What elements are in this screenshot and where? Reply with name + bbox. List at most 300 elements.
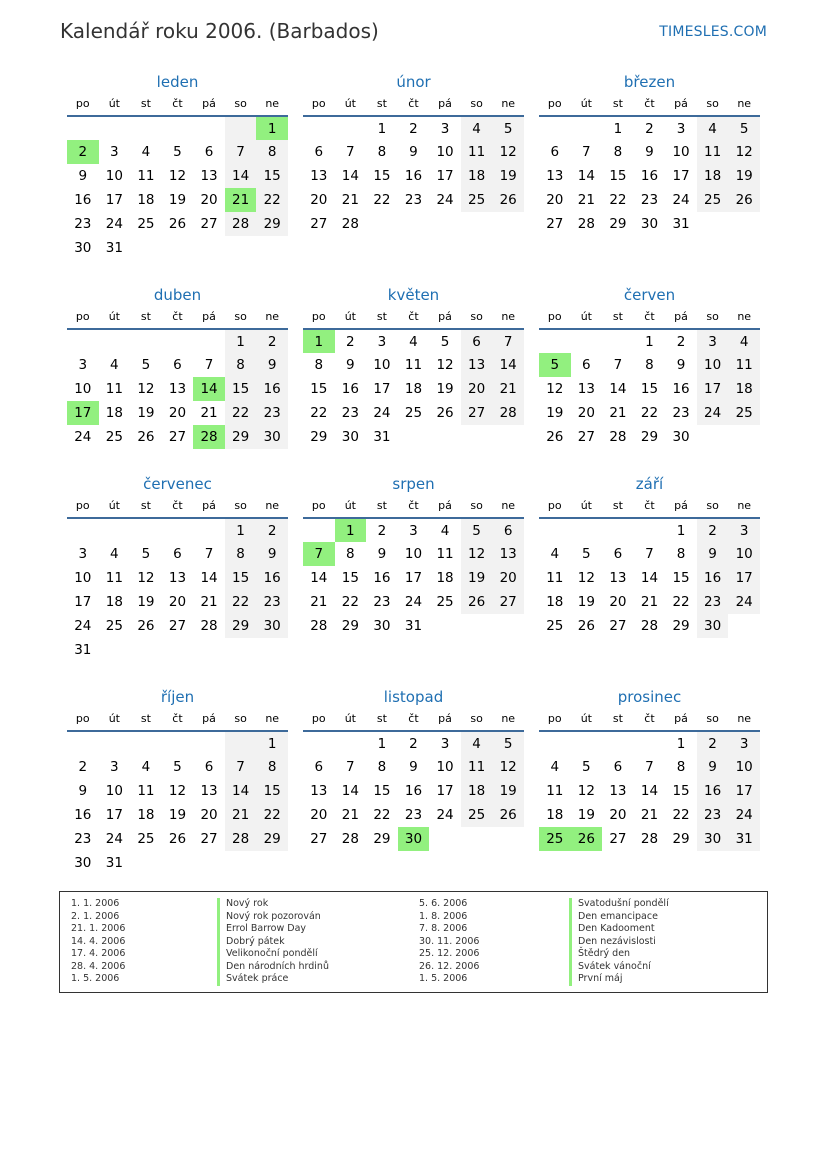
day-cell: 15 bbox=[225, 377, 257, 401]
day-cell: 7 bbox=[346, 144, 355, 160]
empty-cell bbox=[256, 236, 288, 260]
day-cell: 23 bbox=[74, 216, 92, 232]
day-cell: 17 bbox=[728, 566, 760, 590]
day-cell: 4 bbox=[550, 546, 560, 562]
empty-cell bbox=[193, 518, 225, 542]
day-cell: 22 bbox=[256, 188, 288, 212]
weekday-header: čt bbox=[634, 496, 666, 518]
day-cell: 30 bbox=[672, 429, 690, 445]
day-cell: 24 bbox=[74, 618, 92, 634]
weekday-header: po bbox=[303, 709, 335, 731]
month-8 bbox=[303, 472, 524, 638]
day-cell: 11 bbox=[546, 570, 564, 586]
day-cell: 12 bbox=[492, 755, 524, 779]
day-cell: 16 bbox=[404, 168, 423, 184]
day-cell: 15 bbox=[256, 164, 288, 188]
legend-date: 26. 12. 2006 bbox=[419, 960, 480, 972]
day-cell: 9 bbox=[697, 755, 729, 779]
day-cell: 5 bbox=[173, 759, 182, 775]
day-cell: 25 bbox=[728, 401, 760, 425]
day-cell: 31 bbox=[672, 216, 690, 232]
empty-cell bbox=[398, 212, 430, 236]
day-cell: 5 bbox=[141, 546, 151, 562]
day-cell: 2 bbox=[409, 120, 418, 137]
day-cell: 20 bbox=[168, 405, 187, 421]
day-cell: 15 bbox=[672, 783, 690, 799]
day-cell: 3 bbox=[728, 731, 760, 755]
day-cell: 1 bbox=[225, 329, 257, 353]
month-table bbox=[303, 496, 524, 638]
empty-cell bbox=[162, 731, 194, 755]
empty-cell bbox=[398, 425, 430, 449]
legend-date: 17. 4. 2006 bbox=[71, 948, 126, 959]
day-cell: 22 bbox=[341, 594, 359, 610]
day-cell: 15 bbox=[609, 168, 627, 184]
day-cell: 4 bbox=[440, 522, 450, 539]
weekday-header: pá bbox=[665, 307, 697, 329]
legend-date: 2. 1. 2006 bbox=[71, 910, 120, 922]
day-cell: 18 bbox=[728, 377, 760, 401]
empty-cell bbox=[193, 329, 225, 353]
day-cell: 29 bbox=[672, 831, 690, 847]
day-cell: 21 bbox=[640, 807, 659, 823]
empty-cell bbox=[492, 425, 524, 449]
month-name: leden bbox=[156, 73, 199, 91]
weekday-header: st bbox=[602, 307, 634, 329]
day-cell: 23 bbox=[74, 831, 92, 847]
day-cell: 26 bbox=[492, 188, 524, 212]
day-cell: 1 bbox=[377, 735, 387, 752]
month-name: červenec bbox=[143, 475, 212, 493]
day-cell: 19 bbox=[492, 779, 524, 803]
day-cell: 4 bbox=[697, 116, 729, 140]
day-cell: 6 bbox=[204, 759, 214, 775]
day-cell: 16 bbox=[256, 566, 288, 590]
day-cell: 25 bbox=[436, 594, 454, 610]
day-cell: 11 bbox=[137, 783, 155, 799]
weekday-header: po bbox=[67, 709, 99, 731]
empty-cell bbox=[130, 329, 162, 353]
weekday-header: čt bbox=[634, 709, 666, 731]
day-cell: 13 bbox=[461, 353, 493, 377]
day-cell: 9 bbox=[409, 144, 418, 160]
day-cell: 29 bbox=[256, 212, 288, 236]
legend-name: Den národních hrdinů bbox=[226, 960, 329, 972]
legend-name: Svátek vánoční bbox=[578, 960, 651, 972]
day-cell: 13 bbox=[609, 570, 627, 586]
day-cell: 3 bbox=[409, 522, 418, 539]
empty-cell bbox=[602, 329, 634, 353]
empty-cell bbox=[303, 116, 335, 140]
day-cell: 6 bbox=[613, 759, 623, 775]
weekday-header: so bbox=[225, 709, 257, 731]
weekday-header: ne bbox=[256, 496, 288, 518]
day-cell: 20 bbox=[609, 594, 627, 610]
empty-cell bbox=[303, 518, 335, 542]
weekday-header: ne bbox=[728, 496, 760, 518]
month-12 bbox=[539, 685, 760, 851]
day-cell: 18 bbox=[546, 807, 564, 823]
month-table bbox=[67, 307, 288, 449]
empty-cell bbox=[162, 329, 194, 353]
day-cell: 16 bbox=[404, 783, 423, 799]
day-cell: 30 bbox=[341, 429, 359, 445]
day-cell: 16 bbox=[640, 168, 659, 184]
legend-date: 5. 6. 2006 bbox=[419, 898, 468, 909]
day-cell: 24 bbox=[436, 807, 454, 823]
empty-cell bbox=[634, 731, 666, 755]
legend-name: První máj bbox=[578, 973, 623, 984]
legend-name: Velikonoční pondělí bbox=[226, 948, 318, 959]
weekday-header: út bbox=[335, 307, 367, 329]
day-cell: 30 bbox=[373, 618, 391, 634]
day-cell: 28 bbox=[200, 618, 218, 634]
weekday-header: po bbox=[67, 307, 99, 329]
day-cell: 24 bbox=[105, 216, 123, 232]
empty-cell bbox=[67, 731, 99, 755]
legend-date: 7. 8. 2006 bbox=[419, 923, 468, 934]
empty-cell bbox=[256, 638, 288, 662]
month-table bbox=[539, 307, 760, 449]
day-cell: 10 bbox=[105, 168, 123, 184]
day-cell: 8 bbox=[314, 357, 324, 373]
empty-cell bbox=[99, 731, 131, 755]
day-cell: 11 bbox=[546, 783, 564, 799]
day-cell: 1 bbox=[613, 120, 623, 137]
month-4 bbox=[67, 283, 288, 449]
day-cell: 10 bbox=[74, 381, 92, 397]
weekday-header: pá bbox=[665, 496, 697, 518]
day-cell: 28 bbox=[640, 618, 659, 634]
empty-cell bbox=[539, 731, 571, 755]
empty-cell bbox=[492, 614, 524, 638]
empty-cell bbox=[539, 518, 571, 542]
weekday-header: pá bbox=[193, 496, 225, 518]
day-cell: 11 bbox=[404, 357, 423, 373]
holiday-legend bbox=[59, 891, 768, 993]
weekday-header: st bbox=[602, 496, 634, 518]
day-cell: 5 bbox=[141, 357, 151, 373]
day-cell: 26 bbox=[436, 405, 454, 421]
weekday-header: po bbox=[539, 709, 571, 731]
day-cell: 20 bbox=[168, 594, 187, 610]
empty-cell bbox=[162, 851, 194, 875]
day-cell: 14 bbox=[225, 164, 257, 188]
empty-cell bbox=[335, 116, 367, 140]
day-cell: 19 bbox=[546, 405, 564, 421]
day-cell: 30 bbox=[640, 216, 659, 232]
day-cell: 18 bbox=[546, 594, 564, 610]
month-name: březen bbox=[623, 73, 676, 91]
empty-cell bbox=[461, 827, 493, 851]
day-cell: 24 bbox=[404, 594, 423, 610]
day-cell: 7 bbox=[582, 144, 591, 160]
day-cell: 6 bbox=[550, 144, 560, 160]
empty-cell bbox=[225, 851, 257, 875]
day-cell: 25 bbox=[404, 405, 423, 421]
day-cell: 25 bbox=[546, 618, 564, 634]
weekday-header: pá bbox=[665, 94, 697, 116]
day-cell: 9 bbox=[377, 546, 387, 562]
day-cell: 28 bbox=[225, 212, 257, 236]
day-cell: 4 bbox=[461, 731, 493, 755]
weekday-header: so bbox=[461, 94, 493, 116]
month-table bbox=[67, 709, 288, 875]
weekday-header: út bbox=[335, 94, 367, 116]
day-cell: 5 bbox=[173, 144, 182, 160]
day-cell: 21 bbox=[577, 192, 595, 208]
day-cell: 31 bbox=[404, 618, 423, 634]
day-cell: 5 bbox=[461, 518, 493, 542]
day-cell: 7 bbox=[204, 546, 214, 562]
day-cell: 5 bbox=[728, 116, 760, 140]
day-cell: 23 bbox=[256, 590, 288, 614]
weekday-header: po bbox=[303, 496, 335, 518]
day-cell: 13 bbox=[492, 542, 524, 566]
day-cell: 1 bbox=[335, 518, 367, 542]
day-cell: 1 bbox=[225, 518, 257, 542]
month-1 bbox=[67, 70, 288, 260]
weekday-header: po bbox=[539, 307, 571, 329]
day-cell: 2 bbox=[256, 329, 288, 353]
day-cell: 31 bbox=[105, 855, 123, 871]
weekday-header: so bbox=[225, 307, 257, 329]
day-cell: 3 bbox=[676, 120, 686, 137]
day-cell: 28 bbox=[577, 216, 595, 232]
day-cell: 16 bbox=[74, 807, 92, 823]
day-cell: 22 bbox=[310, 405, 328, 421]
weekday-header: út bbox=[99, 496, 131, 518]
day-cell: 9 bbox=[78, 168, 88, 184]
weekday-header: so bbox=[461, 496, 493, 518]
day-cell: 6 bbox=[314, 144, 324, 160]
empty-cell bbox=[366, 212, 398, 236]
day-cell: 23 bbox=[256, 401, 288, 425]
weekday-header: pá bbox=[193, 709, 225, 731]
month-name: květen bbox=[387, 286, 440, 304]
day-cell: 15 bbox=[341, 570, 359, 586]
day-cell: 11 bbox=[697, 140, 729, 164]
day-cell: 13 bbox=[577, 381, 595, 397]
day-cell: 24 bbox=[728, 803, 760, 827]
month-name: listopad bbox=[383, 688, 444, 706]
month-name: červen bbox=[623, 286, 676, 304]
empty-cell bbox=[225, 236, 257, 260]
day-cell: 4 bbox=[550, 759, 560, 775]
weekday-header: út bbox=[335, 496, 367, 518]
day-cell: 28 bbox=[640, 831, 659, 847]
day-cell: 18 bbox=[404, 381, 423, 397]
day-cell: 7 bbox=[303, 542, 335, 566]
weekday-header: ne bbox=[728, 709, 760, 731]
weekday-header: út bbox=[571, 94, 603, 116]
day-cell: 11 bbox=[461, 755, 493, 779]
site-link[interactable]: TIMESLES.COM bbox=[659, 24, 767, 40]
day-cell: 7 bbox=[613, 357, 623, 373]
legend-name: Errol Barrow Day bbox=[226, 923, 307, 934]
day-cell: 13 bbox=[546, 168, 564, 184]
day-cell: 3 bbox=[697, 329, 729, 353]
day-cell: 29 bbox=[225, 614, 257, 638]
day-cell: 5 bbox=[539, 353, 571, 377]
weekday-header: so bbox=[461, 307, 493, 329]
day-cell: 17 bbox=[436, 168, 454, 184]
day-cell: 7 bbox=[225, 140, 257, 164]
legend-name: Štědrý den bbox=[578, 948, 631, 959]
day-cell: 27 bbox=[168, 618, 187, 634]
month-table bbox=[539, 94, 760, 236]
day-cell: 22 bbox=[373, 192, 391, 208]
weekday-header: st bbox=[366, 94, 398, 116]
day-cell: 19 bbox=[168, 807, 187, 823]
weekday-header: út bbox=[99, 94, 131, 116]
day-cell: 3 bbox=[78, 357, 88, 373]
day-cell: 23 bbox=[697, 590, 729, 614]
day-cell: 27 bbox=[310, 216, 328, 232]
day-cell: 8 bbox=[377, 144, 387, 160]
day-cell: 24 bbox=[74, 429, 92, 445]
legend-name: Svatodušní pondělí bbox=[578, 898, 669, 909]
empty-cell bbox=[99, 638, 131, 662]
empty-cell bbox=[193, 851, 225, 875]
day-cell: 17 bbox=[697, 377, 729, 401]
weekday-header: po bbox=[67, 496, 99, 518]
day-cell: 28 bbox=[310, 618, 328, 634]
day-cell: 9 bbox=[256, 542, 288, 566]
empty-cell bbox=[99, 116, 131, 140]
day-cell: 19 bbox=[168, 192, 187, 208]
day-cell: 23 bbox=[697, 803, 729, 827]
empty-cell bbox=[429, 425, 461, 449]
day-cell: 30 bbox=[256, 425, 288, 449]
day-cell: 22 bbox=[373, 807, 391, 823]
day-cell: 12 bbox=[168, 168, 187, 184]
day-cell: 12 bbox=[728, 140, 760, 164]
weekday-header: so bbox=[697, 496, 729, 518]
day-cell: 11 bbox=[105, 570, 123, 586]
day-cell: 16 bbox=[697, 779, 729, 803]
day-cell: 5 bbox=[440, 333, 450, 350]
legend-name: Nový rok bbox=[226, 898, 269, 909]
day-cell: 29 bbox=[341, 618, 359, 634]
day-cell: 2 bbox=[645, 120, 654, 137]
empty-cell bbox=[67, 518, 99, 542]
legend-dates-left bbox=[71, 898, 125, 986]
day-cell: 26 bbox=[492, 803, 524, 827]
weekday-header: pá bbox=[665, 709, 697, 731]
day-cell: 5 bbox=[582, 759, 591, 775]
day-cell: 17 bbox=[105, 192, 123, 208]
day-cell: 28 bbox=[341, 216, 359, 232]
day-cell: 4 bbox=[728, 329, 760, 353]
day-cell: 18 bbox=[105, 405, 123, 421]
legend-date: 30. 11. 2006 bbox=[419, 935, 480, 947]
day-cell: 24 bbox=[728, 590, 760, 614]
empty-cell bbox=[303, 731, 335, 755]
day-cell: 18 bbox=[697, 164, 729, 188]
day-cell: 17 bbox=[404, 570, 423, 586]
day-cell: 15 bbox=[640, 381, 659, 397]
day-cell: 21 bbox=[341, 807, 359, 823]
day-cell: 4 bbox=[409, 333, 418, 350]
day-cell: 7 bbox=[225, 755, 257, 779]
day-cell: 30 bbox=[256, 614, 288, 638]
legend-names-left bbox=[217, 898, 329, 986]
day-cell: 30 bbox=[697, 827, 729, 851]
weekday-header: ne bbox=[492, 709, 524, 731]
day-cell: 19 bbox=[577, 807, 595, 823]
empty-cell bbox=[193, 236, 225, 260]
empty-cell bbox=[429, 614, 461, 638]
day-cell: 11 bbox=[137, 168, 155, 184]
day-cell: 3 bbox=[110, 759, 119, 775]
weekday-header: pá bbox=[429, 496, 461, 518]
day-cell: 16 bbox=[256, 377, 288, 401]
day-cell: 22 bbox=[640, 405, 659, 421]
day-cell: 19 bbox=[436, 381, 454, 397]
day-cell: 8 bbox=[676, 546, 686, 562]
empty-cell bbox=[130, 731, 162, 755]
empty-cell bbox=[130, 638, 162, 662]
day-cell: 25 bbox=[461, 803, 493, 827]
day-cell: 2 bbox=[697, 518, 729, 542]
day-cell: 30 bbox=[398, 827, 430, 851]
weekday-header: pá bbox=[429, 94, 461, 116]
day-cell: 12 bbox=[461, 542, 493, 566]
day-cell: 25 bbox=[461, 188, 493, 212]
legend-name: Den nezávislosti bbox=[578, 935, 656, 947]
day-cell: 8 bbox=[645, 357, 654, 373]
day-cell: 27 bbox=[461, 401, 493, 425]
day-cell: 19 bbox=[137, 594, 155, 610]
day-cell: 27 bbox=[168, 429, 187, 445]
day-cell: 7 bbox=[204, 357, 214, 373]
day-cell: 7 bbox=[645, 546, 654, 562]
weekday-header: pá bbox=[429, 709, 461, 731]
day-cell: 22 bbox=[672, 807, 690, 823]
day-cell: 14 bbox=[310, 570, 328, 586]
day-cell: 17 bbox=[728, 779, 760, 803]
day-cell: 20 bbox=[492, 566, 524, 590]
empty-cell bbox=[429, 212, 461, 236]
day-cell: 26 bbox=[168, 216, 187, 232]
day-cell: 29 bbox=[310, 429, 328, 445]
legend-date: 1. 1. 2006 bbox=[71, 898, 120, 909]
weekday-header: so bbox=[461, 709, 493, 731]
day-cell: 22 bbox=[256, 803, 288, 827]
day-cell: 1 bbox=[676, 735, 686, 752]
empty-cell bbox=[492, 212, 524, 236]
day-cell: 23 bbox=[404, 192, 423, 208]
empty-cell bbox=[67, 116, 99, 140]
day-cell: 15 bbox=[672, 570, 690, 586]
weekday-header: ne bbox=[256, 709, 288, 731]
weekday-header: st bbox=[366, 709, 398, 731]
day-cell: 28 bbox=[193, 425, 225, 449]
day-cell: 2 bbox=[377, 522, 387, 539]
day-cell: 31 bbox=[74, 642, 92, 658]
day-cell: 1 bbox=[256, 116, 288, 140]
day-cell: 3 bbox=[440, 735, 450, 752]
weekday-header: po bbox=[303, 94, 335, 116]
day-cell: 29 bbox=[609, 216, 627, 232]
day-cell: 13 bbox=[200, 783, 218, 799]
empty-cell bbox=[492, 827, 524, 851]
weekday-header: po bbox=[539, 496, 571, 518]
month-5 bbox=[303, 283, 524, 449]
day-cell: 6 bbox=[204, 144, 214, 160]
day-cell: 17 bbox=[672, 168, 690, 184]
